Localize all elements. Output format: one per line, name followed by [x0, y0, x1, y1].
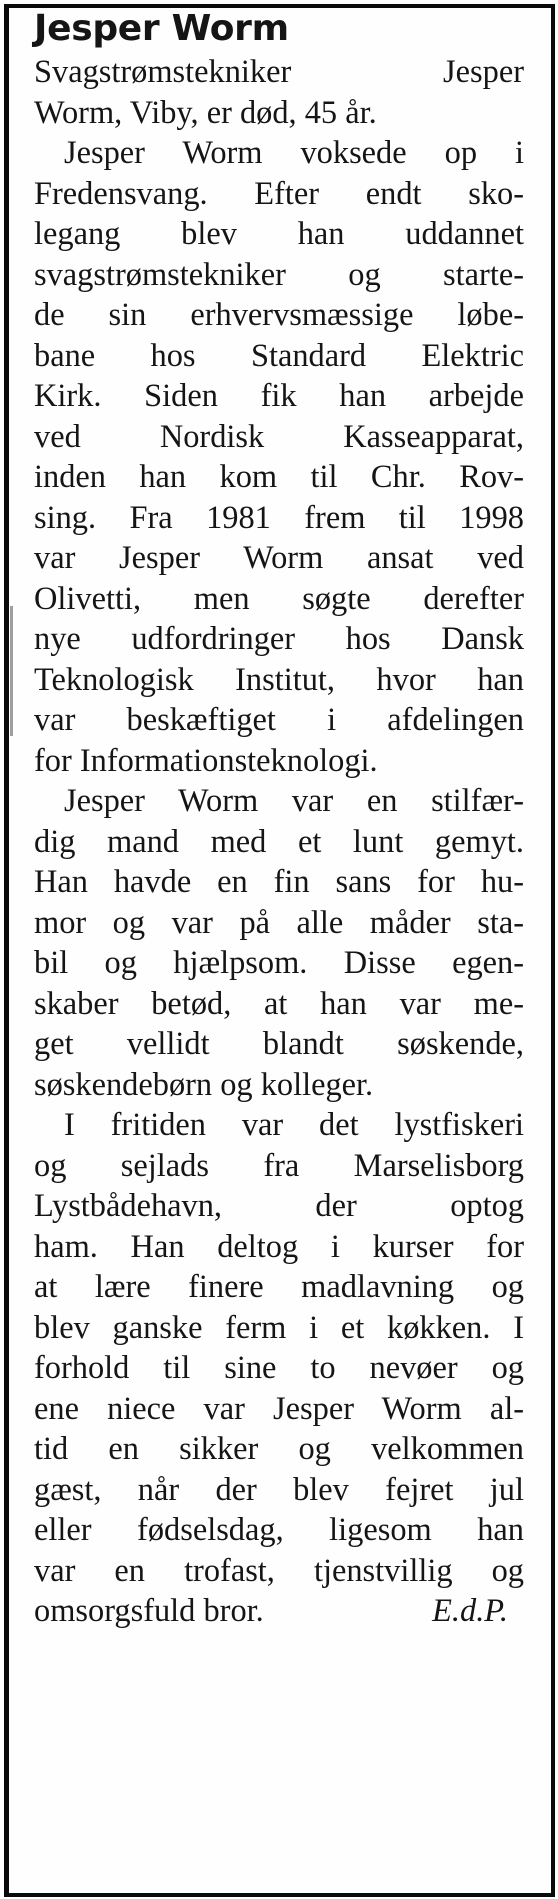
body-text-line: bane hos Standard Elektric	[34, 337, 524, 374]
body-text-line: ene niece var Jesper Worm al-	[34, 1390, 524, 1427]
body-text-line: dig mand med et lunt gemyt.	[34, 823, 524, 860]
body-text-line: for Informationsteknologi.	[34, 742, 378, 779]
body-text-line: forhold til sine to nevøer og	[34, 1350, 524, 1386]
body-text-line: ved Nordisk Kasseapparat,	[34, 418, 524, 455]
body-text-line: tid en sikker og velkommen	[34, 1431, 524, 1467]
obituary-headline: Jesper Worm	[34, 8, 289, 49]
body-text-line: gæst, når der blev fejret jul	[34, 1471, 524, 1508]
closing-line	[34, 1591, 514, 1632]
final-sentence: omsorgsfuld bror.	[34, 1593, 264, 1629]
body-text-line: var beskæftiget i afdelingen	[34, 702, 524, 738]
body-text-line: var Jesper Worm ansat ved	[34, 540, 524, 576]
body-text-line: sing. Fra 1981 frem til 1998	[34, 499, 524, 536]
body-text-line: Fredensvang. Efter endt sko-	[34, 175, 524, 212]
body-text-line: Kirk. Siden fik han arbejde	[34, 378, 524, 414]
body-text-line: I fritiden var det lystfiskeri	[64, 1107, 524, 1143]
body-text-line: inden han kom til Chr. Rov-	[34, 459, 524, 495]
obituary-column	[34, 6, 524, 1632]
body-text-line: Olivetti, men søgte derefter	[34, 580, 524, 617]
author-signature: E.d.P.	[432, 1593, 508, 1629]
body-text-line: ham. Han deltog i kurser for	[34, 1228, 524, 1265]
body-text-line: blev ganske ferm i et køkken. I	[34, 1309, 524, 1346]
body-text-line: bil og hjælpsom. Disse egen-	[34, 945, 524, 981]
body-text-line: mor og var på alle måder sta-	[34, 904, 524, 941]
body-text-line: og sejlads fra Marselisborg	[34, 1147, 524, 1184]
body-text-line: at lære finere madlavning og	[34, 1269, 524, 1305]
body-text-line: var en trofast, tjenstvillig og	[34, 1552, 524, 1589]
body-text-line: Lystbådehavn, der optog	[34, 1188, 524, 1224]
body-text-line: Worm, Viby, er død, 45 år.	[34, 94, 377, 131]
body-text-line: de sin erhvervsmæssige løbe-	[34, 297, 524, 333]
body-text-line: Jesper Worm voksede op i	[64, 135, 524, 171]
body-text-line: svagstrømstekniker og starte-	[34, 256, 524, 293]
body-text-line: eller fødselsdag, ligesom han	[34, 1512, 524, 1548]
body-text-line: Jesper Worm var en stilfær-	[64, 783, 524, 819]
body-text-line: Teknologisk Institut, hvor han	[34, 661, 524, 698]
obituary-body	[34, 52, 524, 1591]
body-text-line: søskendebørn og kolleger.	[34, 1066, 374, 1103]
body-text-line: legang blev han uddannet	[34, 216, 524, 252]
body-text-line: Han havde en fin sans for hu-	[34, 864, 524, 900]
scan-scuff-mark	[10, 606, 13, 736]
body-text-line: nye udfordringer hos Dansk	[34, 621, 524, 657]
body-text-line: skaber betød, at han var me-	[34, 985, 524, 1022]
body-text-line: Svagstrømstekniker Jesper	[34, 54, 524, 90]
body-text-line: get vellidt blandt søskende,	[34, 1026, 524, 1062]
